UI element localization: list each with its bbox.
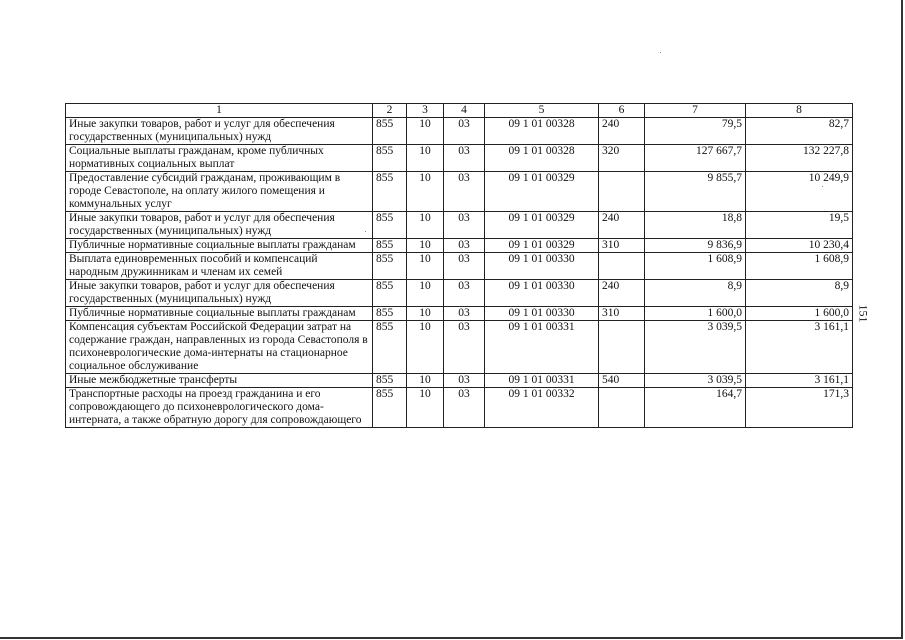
cell-name: Публичные нормативные социальные выплаты гражданам [66, 239, 373, 253]
cell-subsection: 03 [444, 307, 485, 321]
header-cell-7: 7 [645, 104, 746, 118]
cell-grbs: 855 [373, 172, 407, 212]
header-cell-1: 1 [66, 104, 373, 118]
cell-name: Социальные выплаты гражданам, кроме публичных нормативных социальных выплат [66, 145, 373, 172]
cell-expense-type: 310 [599, 307, 645, 321]
cell-section: 10 [407, 239, 444, 253]
cell-expense-type: 240 [599, 118, 645, 145]
cell-section: 10 [407, 307, 444, 321]
cell-grbs: 855 [373, 118, 407, 145]
header-cell-6: 6 [599, 104, 645, 118]
cell-subsection: 03 [444, 321, 485, 374]
cell-grbs: 855 [373, 307, 407, 321]
table-row [66, 212, 853, 239]
cell-target-article: 09 1 01 00328 [485, 145, 599, 172]
cell-section: 10 [407, 118, 444, 145]
cell-target-article: 09 1 01 00332 [485, 388, 599, 428]
cell-section: 10 [407, 212, 444, 239]
cell-subsection: 03 [444, 253, 485, 280]
cell-amount-year-2: 1 608,9 [746, 253, 853, 280]
table-row [66, 239, 853, 253]
cell-amount-year-1: 1 608,9 [645, 253, 746, 280]
cell-amount-year-2: 1 600,0 [746, 307, 853, 321]
cell-section: 10 [407, 388, 444, 428]
cell-target-article: 09 1 01 00331 [485, 321, 599, 374]
cell-section: 10 [407, 145, 444, 172]
cell-expense-type: 240 [599, 212, 645, 239]
scan-speck [660, 52, 661, 53]
cell-name: Публичные нормативные социальные выплаты гражданам [66, 307, 373, 321]
budget-table [65, 103, 853, 428]
cell-target-article: 09 1 01 00329 [485, 239, 599, 253]
cell-amount-year-2: 3 161,1 [746, 374, 853, 388]
table-row [66, 118, 853, 145]
cell-name: Иные закупки товаров, работ и услуг для обеспечения государственных (муниципальных) нужд [66, 280, 373, 307]
cell-amount-year-2: 82,7 [746, 118, 853, 145]
cell-amount-year-2: 132 227,8 [746, 145, 853, 172]
cell-expense-type [599, 388, 645, 428]
cell-amount-year-1: 18,8 [645, 212, 746, 239]
cell-grbs: 855 [373, 239, 407, 253]
cell-amount-year-2: 3 161,1 [746, 321, 853, 374]
cell-amount-year-1: 3 039,5 [645, 321, 746, 374]
cell-target-article: 09 1 01 00329 [485, 172, 599, 212]
page-number: 151 [856, 304, 871, 323]
cell-expense-type: 240 [599, 280, 645, 307]
cell-grbs: 855 [373, 253, 407, 280]
cell-target-article: 09 1 01 00330 [485, 280, 599, 307]
cell-grbs: 855 [373, 321, 407, 374]
cell-target-article: 09 1 01 00329 [485, 212, 599, 239]
header-row [66, 104, 853, 118]
header-cell-2: 2 [373, 104, 407, 118]
cell-target-article: 09 1 01 00328 [485, 118, 599, 145]
cell-name: Компенсация субъектам Российской Федерации затрат на содержание граждан, направленных из города Севастополя в психоневрологические дома-интернаты на стационарное социальное обслуживание [66, 321, 373, 374]
cell-subsection: 03 [444, 145, 485, 172]
cell-grbs: 855 [373, 280, 407, 307]
cell-subsection: 03 [444, 388, 485, 428]
cell-subsection: 03 [444, 118, 485, 145]
table-row [66, 321, 853, 374]
table-body [66, 118, 853, 428]
header-cell-4: 4 [444, 104, 485, 118]
cell-expense-type: 320 [599, 145, 645, 172]
cell-section: 10 [407, 374, 444, 388]
table-row [66, 145, 853, 172]
header-cell-8: 8 [746, 104, 853, 118]
table-row [66, 307, 853, 321]
cell-name: Транспортные расходы на проезд гражданина и его сопровождающего до психоневрологического дома-интерната, а также обратную дорогу для сопровождающего [66, 388, 373, 428]
cell-section: 10 [407, 172, 444, 212]
cell-amount-year-1: 9 855,7 [645, 172, 746, 212]
cell-amount-year-2: 10 230,4 [746, 239, 853, 253]
table-row [66, 388, 853, 428]
cell-amount-year-2: 19,5 [746, 212, 853, 239]
cell-name: Выплата единовременных пособий и компенсаций народным дружинникам и членам их семей [66, 253, 373, 280]
cell-amount-year-1: 79,5 [645, 118, 746, 145]
cell-grbs: 855 [373, 145, 407, 172]
cell-subsection: 03 [444, 374, 485, 388]
cell-target-article: 09 1 01 00331 [485, 374, 599, 388]
cell-subsection: 03 [444, 239, 485, 253]
cell-section: 10 [407, 321, 444, 374]
cell-amount-year-1: 3 039,5 [645, 374, 746, 388]
cell-amount-year-1: 164,7 [645, 388, 746, 428]
cell-target-article: 09 1 01 00330 [485, 307, 599, 321]
cell-amount-year-1: 1 600,0 [645, 307, 746, 321]
cell-amount-year-2: 171,3 [746, 388, 853, 428]
cell-section: 10 [407, 280, 444, 307]
table-row [66, 374, 853, 388]
cell-section: 10 [407, 253, 444, 280]
cell-subsection: 03 [444, 212, 485, 239]
header-cell-5: 5 [485, 104, 599, 118]
cell-name: Иные закупки товаров, работ и услуг для обеспечения государственных (муниципальных) нужд [66, 212, 373, 239]
cell-expense-type: 310 [599, 239, 645, 253]
cell-amount-year-1: 127 667,7 [645, 145, 746, 172]
header-cell-3: 3 [407, 104, 444, 118]
cell-subsection: 03 [444, 280, 485, 307]
cell-amount-year-2: 10 249,9 [746, 172, 853, 212]
cell-amount-year-2: 8,9 [746, 280, 853, 307]
cell-amount-year-1: 9 836,9 [645, 239, 746, 253]
cell-name: Иные закупки товаров, работ и услуг для обеспечения государственных (муниципальных) нужд [66, 118, 373, 145]
cell-name: Предоставление субсидий гражданам, проживающим в городе Севастополе, на оплату жилого помещения и коммунальных услуг [66, 172, 373, 212]
cell-expense-type [599, 253, 645, 280]
cell-amount-year-1: 8,9 [645, 280, 746, 307]
cell-grbs: 855 [373, 374, 407, 388]
cell-target-article: 09 1 01 00330 [485, 253, 599, 280]
table-row [66, 172, 853, 212]
cell-subsection: 03 [444, 172, 485, 212]
table-row [66, 253, 853, 280]
cell-grbs: 855 [373, 388, 407, 428]
cell-expense-type [599, 172, 645, 212]
table-row [66, 280, 853, 307]
cell-expense-type: 540 [599, 374, 645, 388]
cell-expense-type [599, 321, 645, 374]
cell-grbs: 855 [373, 212, 407, 239]
cell-name: Иные межбюджетные трансферты [66, 374, 373, 388]
